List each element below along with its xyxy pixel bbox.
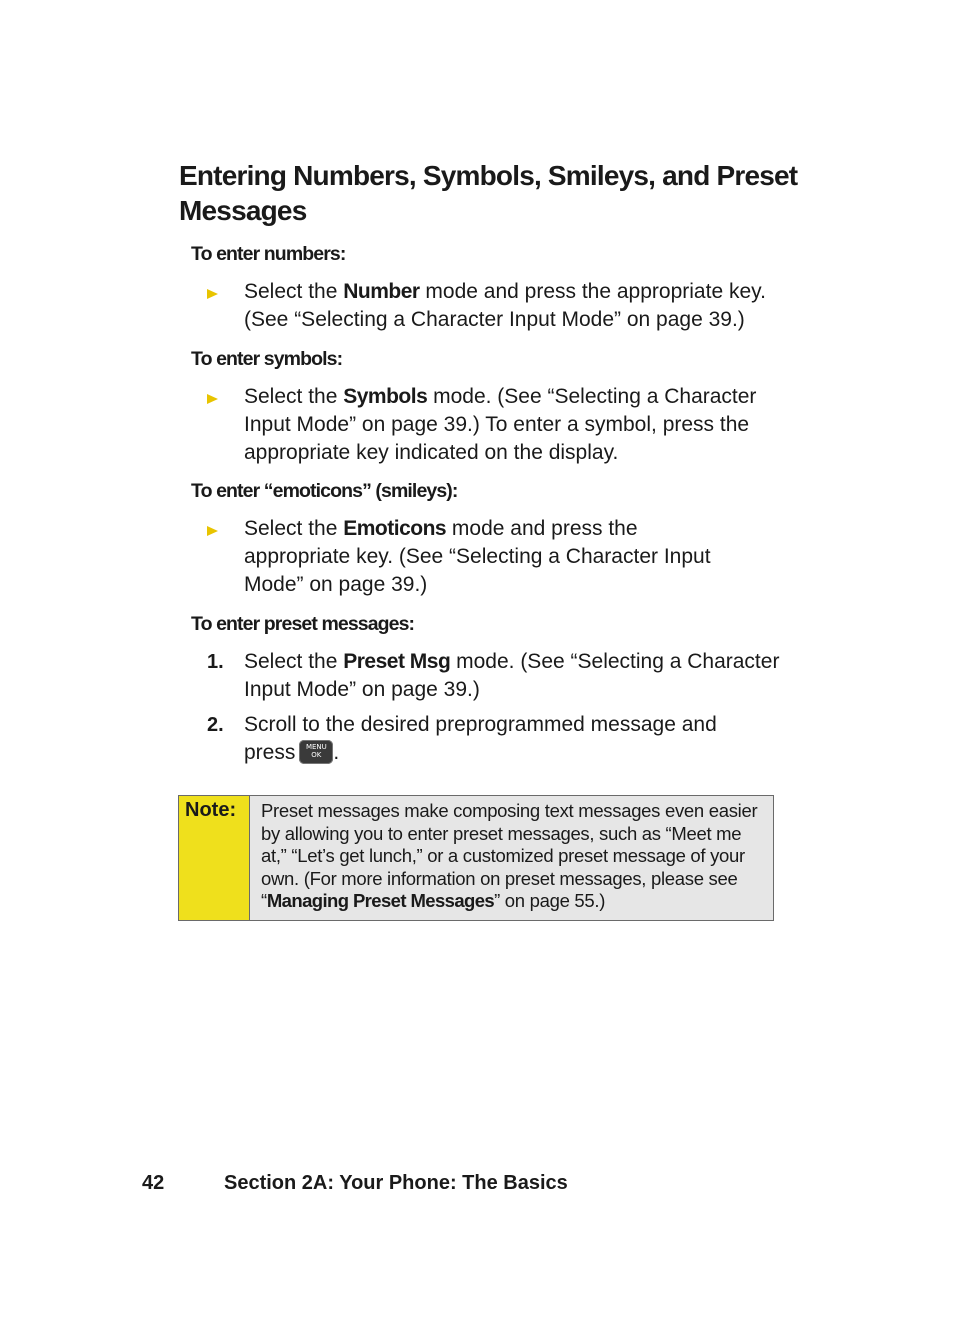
symbols-instruction: Select the Symbols mode. (See “Selecting a Character Input Mode” on page 39.) To enter a symbol, press the appropriate key indicated on the display. (244, 385, 757, 464)
note-text: Preset messages make composing text messages even easier by allowing you to enter preset messages, such as “Meet me at,” “Let’s get lunch,” or a customized preset message of your own. (For more information on preset messages, please see “Managing Preset Messages” on page 55.) (250, 796, 773, 920)
symbols-mode-label: Symbols (343, 385, 428, 408)
section-footer: Section 2A: Your Phone: The Basics (224, 1172, 568, 1194)
preset-step-1: Select the Preset Msg mode. (See “Selecting a Character Input Mode” on page 39.) (244, 650, 780, 701)
emoticons-instruction: Select the Emoticons mode and press the appropriate key. (See “Selecting a Character Input Mode” on page 39.) (244, 517, 711, 596)
preset-msg-mode-label: Preset Msg (343, 650, 451, 673)
note-label: Note: (179, 796, 250, 920)
preset-heading: To enter preset messages: (191, 613, 415, 635)
numbers-instruction: Select the Number mode and press the appropriate key. (See “Selecting a Character Input Mode” on page 39.) (244, 280, 766, 331)
step-number: 2. (207, 714, 224, 736)
page-number: 42 (142, 1172, 165, 1194)
number-mode-label: Number (343, 280, 420, 303)
menu-ok-key-icon: MENU OK (299, 740, 333, 764)
emoticons-mode-label: Emoticons (343, 517, 447, 540)
emoticons-heading: To enter “emoticons” (smileys): (191, 480, 458, 502)
bullet-arrow-icon (207, 289, 218, 299)
step-number: 1. (207, 651, 224, 673)
symbols-heading: To enter symbols: (191, 348, 343, 370)
bullet-arrow-icon (207, 526, 218, 536)
note-link-managing-preset-messages: Managing Preset Messages (266, 890, 495, 912)
note-box (178, 795, 774, 921)
bullet-arrow-icon (207, 394, 218, 404)
page-title: Entering Numbers, Symbols, Smileys, and Preset Messages (179, 160, 798, 226)
preset-step-2: Scroll to the desired preprogrammed message and press MENU OK . (244, 713, 717, 764)
numbers-heading: To enter numbers: (191, 243, 346, 265)
